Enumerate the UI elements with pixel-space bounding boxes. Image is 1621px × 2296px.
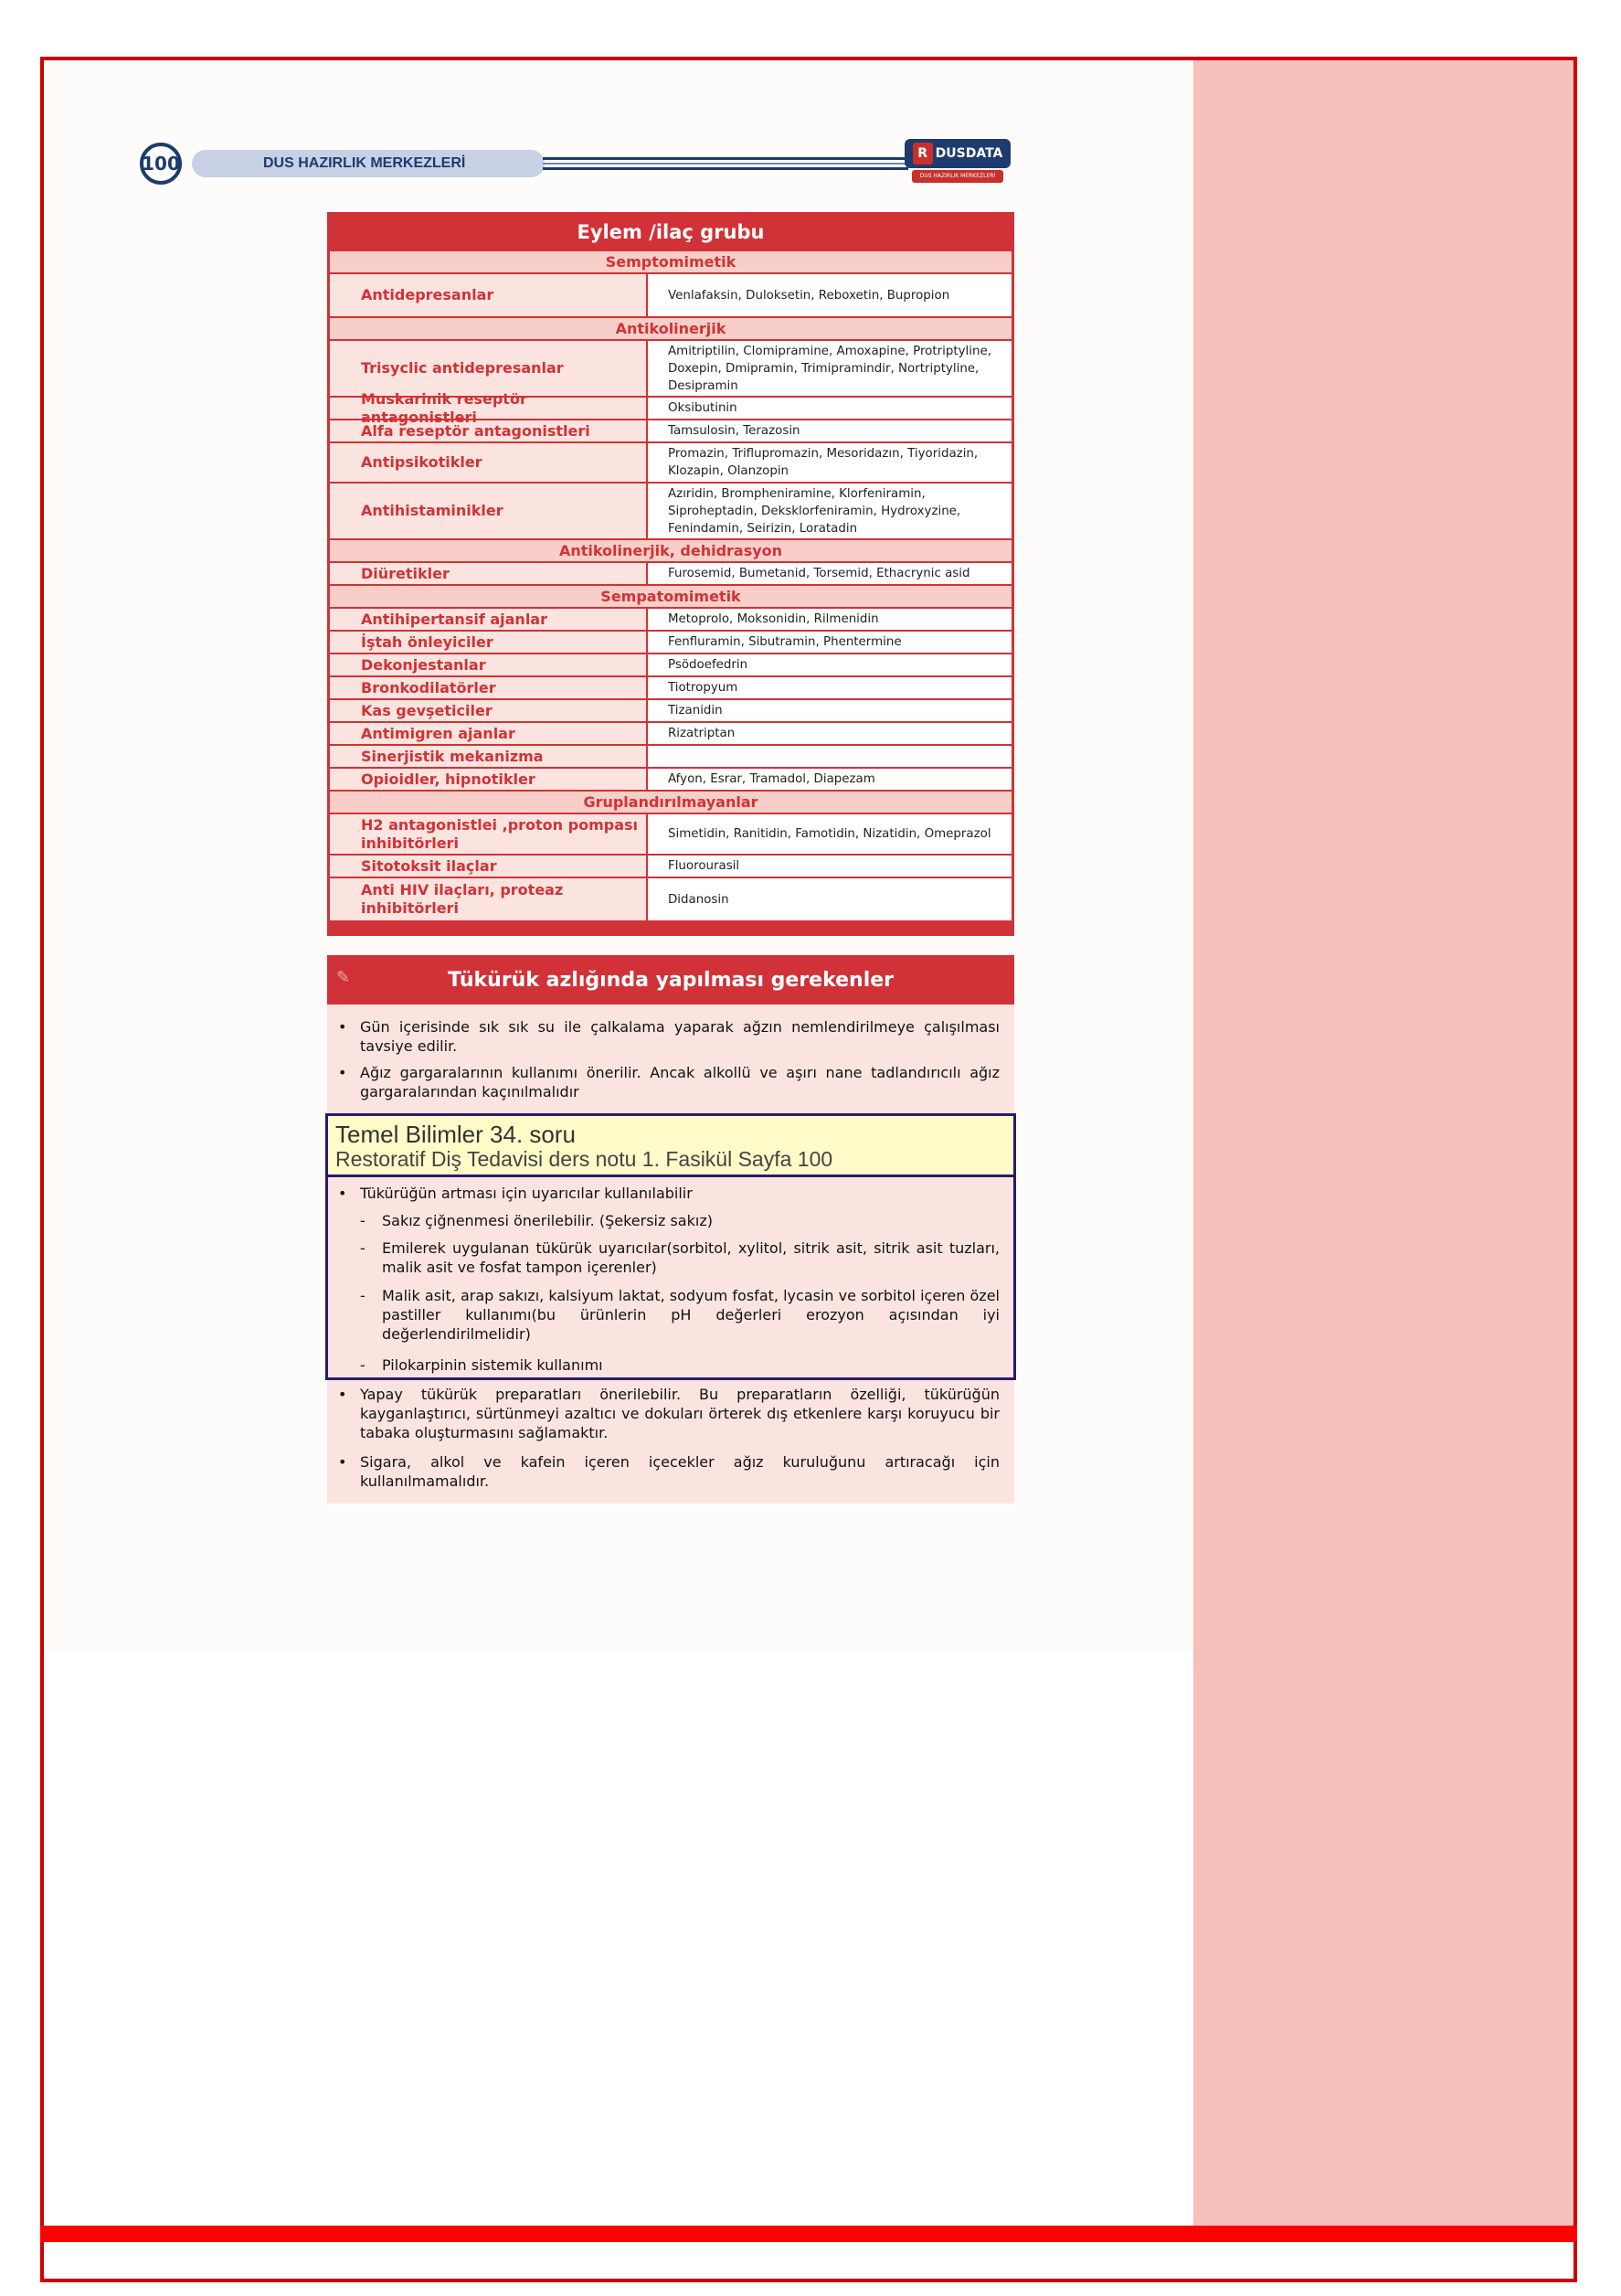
drug-group-cell: Sitotoksit ilaçlar [330, 856, 648, 877]
note-line-2: Restoratif Diş Tedavisi ders notu 1. Fasikül Sayfa 100 [335, 1147, 833, 1171]
drug-list-cell: Fenfluramin, Sibutramin, Phentermine [648, 632, 1012, 653]
drug-group-cell: Antihistaminikler [330, 484, 648, 538]
drug-group-cell: Antipsikotikler [330, 443, 648, 482]
table-row [330, 721, 1012, 744]
bottom-bar [40, 2226, 1577, 2242]
table-section-header: Antikolinerjik [330, 316, 1012, 339]
list-item: • Gün içerisinde sık sık su ile çalkalama yaparak ağzın nemlendirilmeye çalışılması tavsiye edilir. [338, 1018, 1000, 1055]
list-item: • Yapay tükürük preparatları önerilebilir. Bu preparatların özelliği, tükürüğün kayganlaştırıcı, sürtünmeyi azaltıcı ve dokuları örterek dış etkenlere karşı koruyucu bir tabaka oluşturmasını sağlamaktır. [338, 1386, 1000, 1441]
table-row [330, 389, 1012, 426]
drug-group-cell: Bronkodilatörler [330, 677, 648, 698]
drug-list-cell [648, 746, 1012, 767]
drug-group-cell: Antidepresanlar [330, 274, 648, 316]
drug-group-cell: İştah önleyiciler [330, 632, 648, 653]
drug-list-cell: Simetidin, Ranitidin, Famotidin, Nizatidin, Omeprazol [648, 814, 1012, 854]
pencil-icon: ✎ [336, 968, 351, 987]
side-panel [1193, 60, 1573, 2226]
table-row [330, 272, 1012, 316]
drug-list-cell: Azıridin, Brompheniramine, Klorfeniramin, Siproheptadin, Deksklorfeniramin, Hydroxyzine, Fenindamin, Seirizin, Loratadin [648, 484, 1012, 538]
drug-group-cell: Opioidler, hipnotikler [330, 769, 648, 790]
logo-badge [905, 139, 1011, 168]
drug-list-cell: Rizatriptan [648, 723, 1012, 744]
drug-list-cell: Amitriptilin, Clomipramine, Amoxapine, Protriptyline, Doxepin, Dmipramin, Trimipramindir, Nortriptyline, Desipramin [648, 341, 1012, 396]
list-item: • Tükürüğün artması için uyarıcılar kullanılabilir [338, 1185, 693, 1202]
table-row [330, 698, 1012, 721]
table-row [330, 419, 1012, 441]
sub-item: - Emilerek uygulanan tükürük uyarıcılar(sorbitol, xylitol, sitrik asit, sitrik asit tuzları, malik asit ve fosfat tampon içerenler) [360, 1239, 1000, 1276]
page-number: 100 [140, 143, 182, 185]
drug-group-cell: H2 antagonistlei ,proton pompası inhibitörleri [330, 814, 648, 854]
logo-letter: R [913, 143, 933, 165]
table-section-header: Semptomimetik [330, 250, 1012, 272]
table-footer-band [330, 920, 1012, 933]
drug-list-cell: Psödoefedrin [648, 654, 1012, 675]
table-title: Eylem /ilaç grubu [330, 215, 1012, 250]
header-title-text: DUS HAZIRLIK MERKEZLERİ [263, 155, 466, 171]
box-header [327, 955, 1014, 1004]
drug-group-cell: Anti HIV ilaçları, proteaz inhibitörleri [330, 878, 648, 920]
table-row [330, 482, 1012, 538]
drug-group-cell: Antimigren ajanlar [330, 723, 648, 744]
logo-text: DUSDATA [935, 146, 1003, 161]
drug-group-cell: Diüretikler [330, 563, 648, 584]
drug-list-cell: Didanosin [648, 878, 1012, 920]
sub-item: - Sakız çiğnenmesi önerilebilir. (Şekersiz sakız) [360, 1212, 713, 1229]
table-row [330, 630, 1012, 653]
header-title [192, 150, 545, 177]
sub-item: - Malik asit, arap sakızı, kalsiyum laktat, sodyum fosfat, lycasin ve sorbitol içeren özel pastiller kullanımı(bu ürünlerin pH değerleri erozyon açısından iyi değerlendirilmelidir) [360, 1287, 1000, 1343]
table-row [330, 441, 1012, 482]
table-row [330, 561, 1012, 584]
drug-list-cell: Tamsulosin, Terazosin [648, 420, 1012, 441]
logo-subtitle: DUS HAZIRLIK MERKEZLERİ [912, 170, 1003, 183]
table-row [330, 675, 1012, 698]
drug-list-cell: Oksibutinin [648, 398, 1012, 419]
box-title: Tükürük azlığında yapılması gerekenler [447, 968, 895, 992]
table-section-header: Gruplandırılmayanlar [330, 790, 1012, 813]
drug-group-cell: Kas gevşeticiler [330, 700, 648, 721]
table-row [330, 767, 1012, 790]
note-highlight-frame [325, 1175, 1016, 1380]
list-item: • Sigara, alkol ve kafein içeren içecekler ağız kuruluğunu artıracağı için kullanılmamalıdır. [338, 1453, 1000, 1490]
drug-list-cell: Tizanidin [648, 700, 1012, 721]
header-rule-inner [543, 163, 908, 165]
drug-group-cell: Dekonjestanlar [330, 654, 648, 675]
drug-list-cell: Venlafaksin, Duloksetin, Reboxetin, Bupropion [648, 274, 1012, 316]
table-row [330, 607, 1012, 630]
table-row [330, 339, 1012, 396]
reference-note [325, 1113, 1016, 1177]
drug-list-cell: Promazin, Triflupromazin, Mesoridazın, Tiyoridazin, Klozapin, Olanzopin [648, 443, 1012, 482]
drug-group-cell: Antihipertansif ajanlar [330, 609, 648, 630]
note-line-1: Temel Bilimler 34. soru [335, 1121, 576, 1148]
table-row [330, 877, 1012, 920]
drug-group-cell: Sinerjistik mekanizma [330, 746, 648, 767]
drug-list-cell: Furosemid, Bumetanid, Torsemid, Ethacrynic asid [648, 563, 1012, 584]
drug-list-cell: Metoprolo, Moksonidin, Rilmenidin [648, 609, 1012, 630]
drug-list-cell: Fluorourasil [648, 856, 1012, 877]
drug-list-cell: Tiotropyum [648, 677, 1012, 698]
table-row [330, 744, 1012, 767]
drug-list-cell: Afyon, Esrar, Tramadol, Diapezam [648, 769, 1012, 790]
table-row [330, 813, 1012, 854]
drug-table [327, 212, 1014, 936]
drug-group-cell: Muskarinik reseptör antagonistleri [330, 398, 648, 419]
drug-group-cell: Alfa reseptör antagonistleri [330, 420, 648, 441]
publisher-logo [905, 139, 1011, 186]
list-item: • Ağız gargaralarının kullanımı önerilir. Ancak alkollü ve aşırı nane tadlandırıcılı ağız gargaralarından kaçınılmalıdır [338, 1064, 1000, 1100]
table-row [330, 854, 1012, 877]
table-section-header: Antikolinerjik, dehidrasyon [330, 538, 1012, 561]
sub-item: - Pilokarpinin sistemik kullanımı [360, 1356, 603, 1374]
table-section-header: Sempatomimetik [330, 584, 1012, 607]
table-row [330, 653, 1012, 675]
drug-group-cell: Trisyclic antidepresanlar [330, 341, 648, 396]
